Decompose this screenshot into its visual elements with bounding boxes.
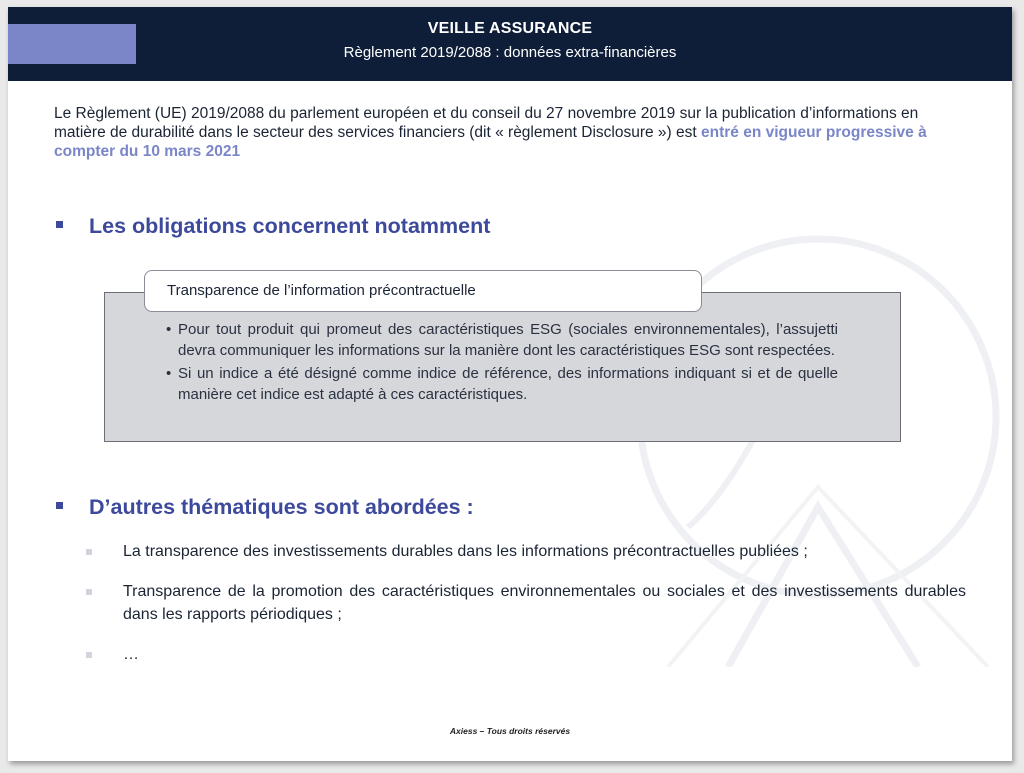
bullet-dot-icon: • <box>166 321 172 338</box>
obligations-box-title: Transparence de l’information précontractuelle <box>167 282 476 299</box>
list-item <box>84 540 966 563</box>
intro-paragraph <box>54 104 966 161</box>
header-title: VEILLE ASSURANCE <box>427 20 593 37</box>
slide <box>8 7 1012 761</box>
square-bullet-icon <box>56 221 63 228</box>
obligations-list <box>166 320 838 408</box>
list-item <box>84 643 966 666</box>
list-item <box>84 580 966 626</box>
bullet-dot-icon: • <box>166 365 172 382</box>
list-item-text: La transparence des investissements durables dans les informations précontractuelles publiées ; <box>123 543 808 560</box>
obligations-box-header <box>144 270 702 312</box>
list-item-text: Pour tout produit qui promeut des caractéristiques ESG (sociales environnementales), l’assujetti devra communiquer les informations sur la manière dont les caractéristiques ESG sont respectées. <box>178 321 838 359</box>
header-subtitle: Règlement 2019/2088 : données extra-financières <box>343 44 677 61</box>
themes-list <box>84 540 966 683</box>
section-themes-title <box>56 495 474 520</box>
square-bullet-icon <box>86 589 92 595</box>
intro-highlight: entré en vigueur progressive à compter du 10 mars 2021 <box>54 124 927 160</box>
list-item <box>166 364 838 405</box>
list-item <box>166 320 838 361</box>
intro-text: Le Règlement (UE) 2019/2088 du parlement européen et du conseil du 27 novembre 2019 sur la publication d’informations en matière de durabilité dans le secteur des services financiers (dit « règlement Disclosure ») est <box>54 105 919 141</box>
footer-copyright: Axiess – Tous droits réservés <box>449 726 571 736</box>
list-item-text: Transparence de la promotion des caractéristiques environnementales ou sociales et des investissements durables dans les rapports périodiques ; <box>123 583 966 623</box>
list-item-text: … <box>123 646 139 663</box>
list-item-text: Si un indice a été désigné comme indice de référence, des informations indiquant si et de quelle manière cet indice est adapté à ces caractéristiques. <box>178 365 838 403</box>
section-obligations-label: Les obligations concernent notamment <box>89 214 491 238</box>
square-bullet-icon <box>56 502 63 509</box>
header-bar <box>8 7 1012 81</box>
section-obligations-title <box>56 214 490 239</box>
square-bullet-icon <box>86 652 92 658</box>
section-themes-label: D’autres thématiques sont abordées : <box>89 495 474 519</box>
square-bullet-icon <box>86 549 92 555</box>
